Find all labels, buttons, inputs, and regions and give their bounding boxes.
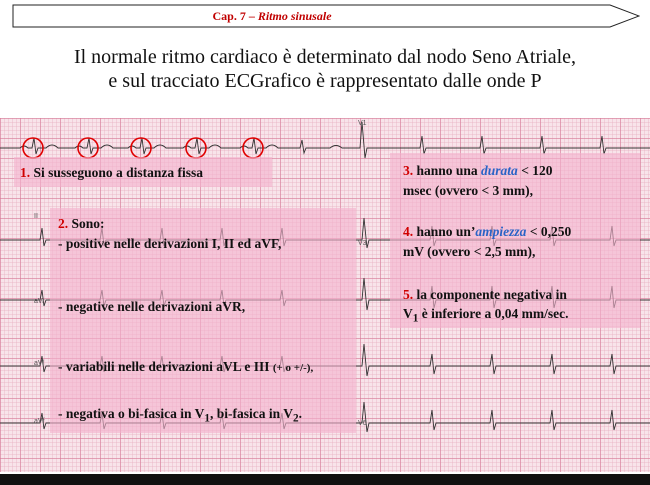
point-2-bullet-4-sub1: 1: [204, 412, 211, 425]
point-3: [403, 162, 553, 180]
chapter-number: Cap. 7 –: [212, 9, 255, 23]
point-5-text-b: è inferiore a 0,04 mm/sec.: [421, 306, 569, 321]
point-4-text-a: hanno un’: [416, 224, 476, 239]
point-2-bullet-1: - positive nelle derivazioni I, II ed aVF,: [58, 236, 282, 251]
point-2-bullet-4: [58, 405, 302, 428]
point-5: [403, 286, 567, 304]
lead-label-v3: V3: [358, 240, 367, 247]
lead-label-avf: aVf: [34, 418, 45, 425]
point-4-keyword: ampiezza: [475, 224, 527, 239]
title-line-1: Il normale ritmo cardiaco è determinato dal nodo Seno Atriale,: [73, 46, 577, 68]
point-2-text: Sono:: [71, 216, 105, 231]
point-2-bullet-4-sub2: 2: [293, 412, 299, 425]
point-2: [58, 215, 105, 233]
point-2-bullet-3-text: - variabili nelle derivazioni aVL e III: [58, 359, 270, 374]
point-2-number: 2.: [58, 216, 69, 231]
point-5-number: 5.: [403, 287, 414, 302]
point-1-number: 1.: [20, 165, 31, 180]
point-4-line-2: mV (ovvero < 2,5 mm),: [403, 244, 536, 259]
point-2-bullet-2: - negative nelle derivazioni aVR,: [58, 299, 246, 314]
point-2-bullet-4-mid: , bi-fasica in V: [210, 406, 294, 421]
point-1-text: Si susseguono a distanza fissa: [33, 165, 204, 180]
point-5-v: V: [403, 306, 413, 321]
point-2-bullet-4-end: .: [298, 406, 303, 421]
point-2-bullet-3: [58, 358, 313, 377]
lead-label-avr: aVr: [34, 298, 45, 305]
lead-label-avl: aVl: [34, 360, 45, 367]
point-5-line-2: [403, 305, 568, 328]
point-3-number: 3.: [403, 163, 414, 178]
point-1: [20, 164, 203, 182]
point-4-text-b: < 0,250: [529, 224, 572, 239]
point-5-v-sub: 1: [412, 312, 419, 325]
point-4: [403, 223, 571, 241]
point-3-text-b: < 120: [521, 163, 553, 178]
point-5-text-a: la componente negativa in: [416, 287, 567, 302]
point-3-line-2: msec (ovvero < 3 mm),: [403, 183, 534, 198]
lead-label-v6: V6: [358, 420, 367, 427]
point-2-bullet-3-note: (+ o +/-),: [272, 362, 314, 374]
point-3-keyword: durata: [481, 163, 518, 178]
point-4-number: 4.: [403, 224, 414, 239]
chapter-title: [172, 9, 372, 24]
lead-label-v1: V1: [358, 120, 367, 127]
page-title: [20, 45, 630, 93]
bottom-bar: [0, 474, 650, 485]
chapter-topic: Ritmo sinusale: [257, 9, 332, 23]
point-3-text-a: hanno una: [416, 163, 478, 178]
point-2-bullet-4-pre: - negativa o bi-fasica in V: [58, 406, 205, 421]
lead-label-ii: II: [34, 213, 38, 220]
title-line-2: e sul tracciato ECGrafico è rappresentato dalle onde P: [108, 70, 542, 92]
